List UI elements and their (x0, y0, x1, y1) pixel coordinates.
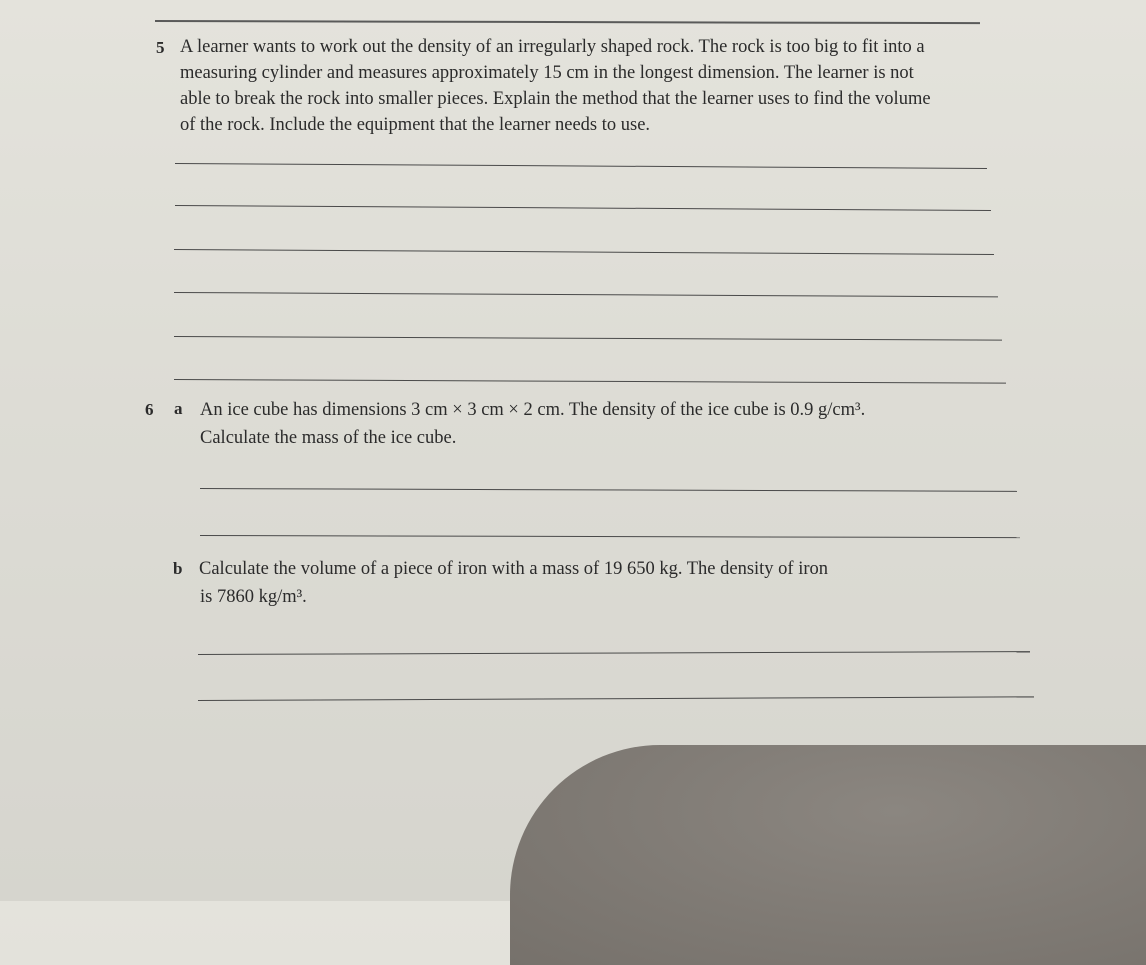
question-5-number: 5 (156, 38, 165, 57)
answer-line-q6b-2[interactable] (198, 696, 1034, 701)
question-6-number: 6 (145, 400, 154, 419)
question-5-line-1: A learner wants to work out the density of an irregularly shaped rock. The rock is too big to fit into a (180, 37, 925, 57)
thumb-shadow (510, 745, 1146, 965)
question-6a-line-1: An ice cube has dimensions 3 cm × 3 cm × 2 cm. The density of the ice cube is 0.9 g/cm³. (200, 400, 866, 420)
answer-line-q5-6[interactable] (174, 379, 1006, 384)
answer-line-q5-4[interactable] (174, 292, 998, 297)
question-6a-line-2: Calculate the mass of the ice cube. (200, 428, 457, 448)
question-6b-label: b (173, 559, 183, 578)
answer-line-q5-1[interactable] (175, 163, 987, 169)
question-6b-line-1: Calculate the volume of a piece of iron with a mass of 19 650 kg. The density of iron (199, 559, 829, 579)
question-5-line-3: able to break the rock into smaller pieces. Explain the method that the learner uses to find the volume (180, 89, 931, 109)
question-5-line-4: of the rock. Include the equipment that the learner needs to use. (180, 115, 651, 135)
answer-line-q6b-1[interactable] (198, 651, 1030, 655)
question-5-line-2: measuring cylinder and measures approximately 15 cm in the longest dimension. The learner is not (180, 63, 914, 83)
answer-line-q6a-1[interactable] (200, 488, 1017, 492)
answer-line-q5-5[interactable] (174, 336, 1002, 341)
question-6b-line-2: is 7860 kg/m³. (200, 587, 307, 607)
answer-line-q5-2[interactable] (175, 205, 991, 211)
answer-line-q5-3[interactable] (174, 249, 994, 255)
top-divider (155, 20, 980, 24)
answer-line-q6a-2[interactable] (200, 535, 1020, 538)
question-6a-label: a (174, 399, 183, 418)
